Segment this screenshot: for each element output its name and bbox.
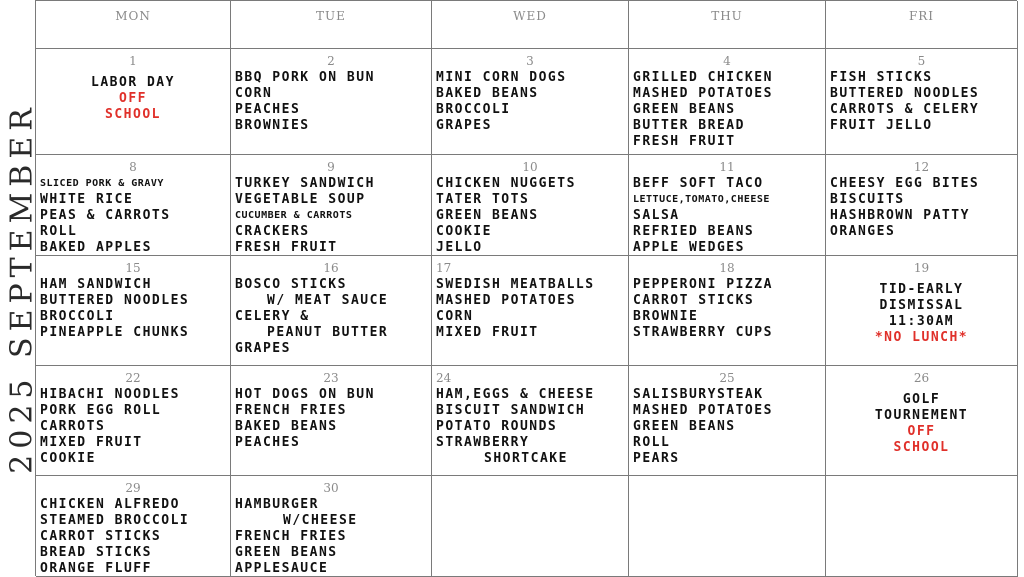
menu-item: HAM,EGGS & CHEESE (436, 387, 595, 402)
menu-item: BOSCO STICKS (235, 277, 347, 292)
menu-item: FISH STICKS (830, 70, 933, 85)
date-number: 2 (327, 54, 335, 68)
menu-item: HASHBROWN PATTY (830, 208, 970, 223)
menu-item: COOKIE (40, 451, 96, 466)
menu-item: HAMBURGER (235, 497, 319, 512)
menu-item: FRESH FRUIT (633, 134, 736, 149)
menu-item: STRAWBERRY CUPS (633, 325, 773, 340)
menu-item: CELERY & (235, 309, 310, 324)
menu-item: GREEN BEANS (633, 419, 736, 434)
day-cell-3 (432, 49, 629, 155)
menu-item: OFF (907, 424, 936, 439)
date-number: 26 (913, 371, 930, 385)
menu-item: GRAPES (436, 118, 492, 133)
date-number: 30 (323, 481, 339, 495)
menu-item: PEPPERONI PIZZA (633, 277, 773, 292)
menu-item: TID-EARLY (879, 282, 964, 297)
menu-item: TURKEY SANDWICH (235, 176, 375, 191)
menu-list (231, 67, 431, 134)
menu-item: SCHOOL (893, 440, 950, 455)
menu-item: BROWNIE (633, 309, 699, 324)
date-number: 1 (129, 54, 137, 68)
menu-list (826, 274, 1017, 346)
menu-item: FRUIT JELLO (830, 118, 933, 133)
menu-item: CORN (436, 309, 474, 324)
menu-list (432, 173, 628, 256)
menu-item: CORN (235, 86, 273, 101)
menu-item: W/ MEAT SAUCE (267, 293, 389, 308)
menu-item: BBQ PORK ON BUN (235, 70, 375, 85)
menu-item: SALSA (633, 208, 680, 223)
day-header-tue: TUE (231, 1, 432, 49)
menu-item: LETTUCE,TOMATO,CHEESE (633, 194, 770, 205)
menu-item: MASHED POTATOES (633, 403, 773, 418)
menu-item: PEACHES (235, 102, 301, 117)
menu-list (36, 67, 230, 123)
date-number: 16 (323, 261, 339, 275)
menu-item: BROWNIES (235, 118, 310, 133)
menu-item: PEAS & CARROTS (40, 208, 171, 223)
menu-list (826, 67, 1017, 134)
empty-cell (432, 476, 629, 577)
menu-list (432, 274, 628, 341)
menu-item: SWEDISH MEATBALLS (436, 277, 595, 292)
menu-item: BUTTERED NOODLES (40, 293, 190, 308)
day-cell-16 (231, 256, 432, 366)
menu-item: TATER TOTS (436, 192, 530, 207)
menu-item: TOURNEMENT (874, 408, 969, 423)
menu-item: FRENCH FRIES (235, 403, 347, 418)
date-number: 3 (526, 54, 534, 68)
menu-item: CRACKERS (235, 224, 310, 239)
day-cell-18 (629, 256, 826, 366)
menu-item: ROLL (40, 224, 78, 239)
menu-list (231, 274, 431, 357)
menu-item: CARROT STICKS (40, 529, 162, 544)
menu-list (36, 494, 230, 577)
menu-item: PINEAPPLE CHUNKS (40, 325, 190, 340)
menu-item: JELLO (436, 240, 483, 255)
date-number: 10 (522, 160, 538, 174)
calendar-grid (35, 0, 1017, 576)
menu-item: BAKED BEANS (235, 419, 338, 434)
menu-item: HOT DOGS ON BUN (235, 387, 375, 402)
menu-item: *NO LUNCH* (874, 330, 969, 345)
date-number: 18 (719, 261, 735, 275)
menu-item: DISMISSAL (879, 298, 964, 313)
menu-item: FRESH FRUIT (235, 240, 338, 255)
menu-item: CARROTS (40, 419, 106, 434)
menu-item: ORANGE FLUFF (40, 561, 152, 576)
menu-item: APPLE WEDGES (633, 240, 745, 255)
day-cell-11 (629, 155, 826, 256)
menu-item: SLICED PORK & GRAVY (40, 178, 164, 189)
menu-list (231, 173, 431, 256)
date-number: 12 (913, 160, 930, 174)
day-cell-30 (231, 476, 432, 577)
menu-item: MINI CORN DOGS (436, 70, 567, 85)
menu-item: GREEN BEANS (633, 102, 736, 117)
day-cell-19 (826, 256, 1018, 366)
date-number: 22 (125, 371, 141, 385)
menu-item: VEGETABLE SOUP (235, 192, 366, 207)
month-title: 2025 SEPTEMBER (4, 102, 40, 474)
day-cell-23 (231, 366, 432, 476)
menu-list (231, 494, 431, 577)
day-cell-4 (629, 49, 826, 155)
day-cell-12 (826, 155, 1018, 256)
menu-item: SHORTCAKE (484, 451, 568, 466)
menu-item: APPLESAUCE (235, 561, 329, 576)
menu-item: GOLF (902, 392, 941, 407)
menu-item: BROCCOLI (436, 102, 511, 117)
menu-item: HAM SANDWICH (40, 277, 152, 292)
day-cell-24 (432, 366, 629, 476)
menu-item: MASHED POTATOES (633, 86, 773, 101)
menu-list (826, 173, 1017, 240)
menu-item: BUTTER BREAD (633, 118, 745, 133)
day-header-thu: THU (629, 1, 826, 49)
date-number: 19 (913, 261, 930, 275)
menu-item: BUTTERED NOODLES (830, 86, 980, 101)
menu-list (629, 67, 825, 150)
menu-item: BREAD STICKS (40, 545, 152, 560)
menu-item: PEACHES (235, 435, 301, 450)
day-cell-29 (36, 476, 231, 577)
menu-item: MASHED POTATOES (436, 293, 576, 308)
menu-item: HIBACHI NOODLES (40, 387, 180, 402)
menu-item: COOKIE (436, 224, 492, 239)
menu-list (36, 173, 230, 256)
menu-item: BISCUITS (830, 192, 905, 207)
date-number: 15 (125, 261, 141, 275)
menu-item: BROCCOLI (40, 309, 115, 324)
menu-list (629, 173, 825, 256)
menu-item: 11:30AM (888, 314, 955, 329)
menu-item: GREEN BEANS (436, 208, 539, 223)
menu-list (36, 384, 230, 467)
menu-item: BISCUIT SANDWICH (436, 403, 586, 418)
menu-item: SALISBURYSTEAK (633, 387, 764, 402)
empty-cell (826, 476, 1018, 577)
menu-item: CHICKEN NUGGETS (436, 176, 576, 191)
menu-list (36, 274, 230, 341)
menu-item: STEAMED BROCCOLI (40, 513, 190, 528)
date-number: 9 (327, 160, 335, 174)
day-cell-26 (826, 366, 1018, 476)
menu-item: MIXED FRUIT (436, 325, 539, 340)
menu-item: CHICKEN ALFREDO (40, 497, 180, 512)
menu-item: CARROT STICKS (633, 293, 755, 308)
menu-item: PEANUT BUTTER (267, 325, 389, 340)
date-number: 29 (125, 481, 141, 495)
date-number: 5 (917, 54, 926, 68)
menu-item: CUCUMBER & CARROTS (235, 210, 353, 221)
day-header-wed: WED (432, 1, 629, 49)
date-number: 24 (436, 371, 452, 385)
menu-list (826, 384, 1017, 456)
menu-item: CARROTS & CELERY (830, 102, 980, 117)
menu-item: ROLL (633, 435, 671, 450)
day-cell-5 (826, 49, 1018, 155)
menu-item: FRENCH FRIES (235, 529, 347, 544)
date-number: 11 (719, 160, 735, 174)
menu-item: REFRIED BEANS (633, 224, 755, 239)
day-cell-25 (629, 366, 826, 476)
menu-item: BAKED BEANS (436, 86, 539, 101)
menu-item: BEFF SOFT TACO (633, 176, 764, 191)
menu-list (629, 384, 825, 467)
menu-item: GRAPES (235, 341, 291, 356)
menu-list (432, 67, 628, 134)
day-header-fri: FRI (826, 1, 1018, 49)
menu-item: W/CHEESE (283, 513, 358, 528)
date-number: 23 (323, 371, 339, 385)
day-header-mon: MON (36, 1, 231, 49)
menu-item: GRILLED CHICKEN (633, 70, 773, 85)
menu-item: STRAWBERRY (436, 435, 530, 450)
date-number: 25 (719, 371, 735, 385)
menu-item: LABOR DAY (91, 75, 175, 90)
day-cell-1 (36, 49, 231, 155)
menu-item: SCHOOL (105, 107, 161, 122)
day-cell-8 (36, 155, 231, 256)
menu-list (629, 274, 825, 341)
day-cell-2 (231, 49, 432, 155)
day-cell-17 (432, 256, 629, 366)
date-number: 17 (436, 261, 452, 275)
menu-item: ORANGES (830, 224, 896, 239)
day-cell-10 (432, 155, 629, 256)
menu-item: PEARS (633, 451, 680, 466)
menu-item: PORK EGG ROLL (40, 403, 162, 418)
day-cell-15 (36, 256, 231, 366)
menu-item: WHITE RICE (40, 192, 134, 207)
menu-item: POTATO ROUNDS (436, 419, 558, 434)
date-number: 8 (129, 160, 137, 174)
menu-item: BAKED APPLES (40, 240, 152, 255)
menu-list (432, 384, 628, 467)
menu-item: CHEESY EGG BITES (830, 176, 980, 191)
day-cell-22 (36, 366, 231, 476)
menu-list (231, 384, 431, 451)
day-cell-9 (231, 155, 432, 256)
menu-item: OFF (119, 91, 147, 106)
menu-item: MIXED FRUIT (40, 435, 143, 450)
menu-item: GREEN BEANS (235, 545, 338, 560)
empty-cell (629, 476, 826, 577)
date-number: 4 (723, 54, 731, 68)
